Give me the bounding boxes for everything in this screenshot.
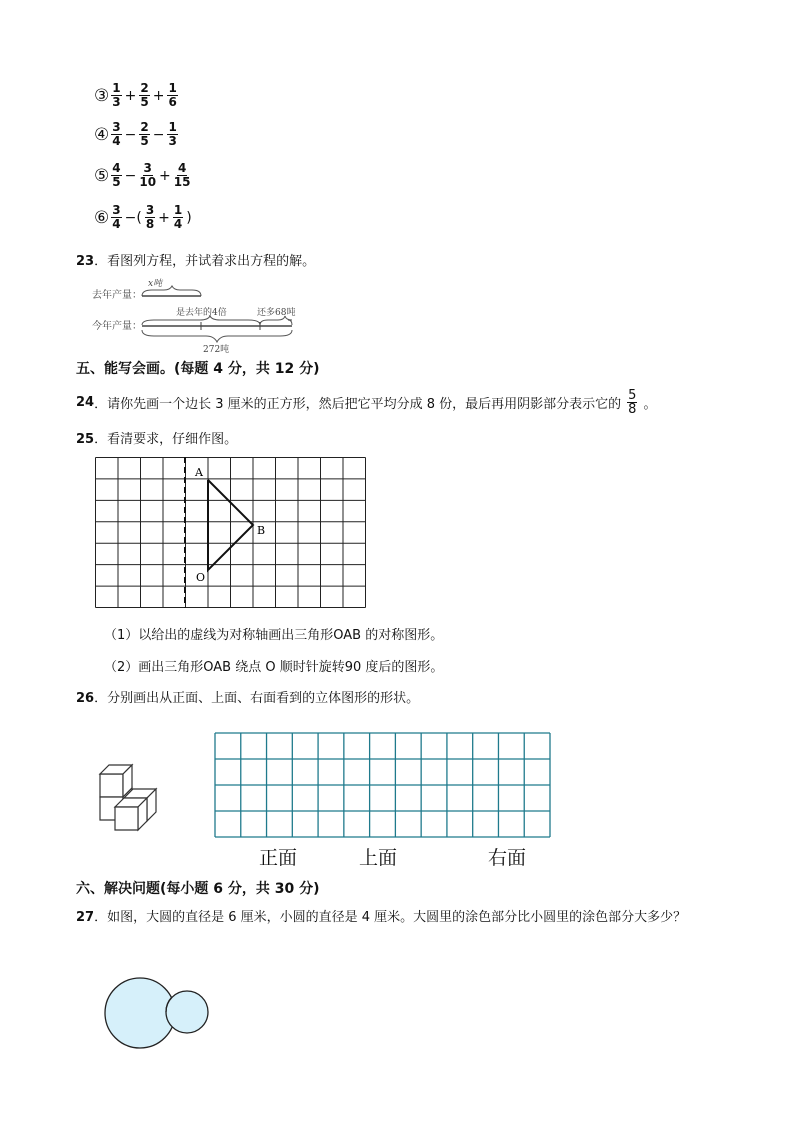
operator: − [152,126,165,143]
operator: − [124,126,137,143]
section-5-heading: 五、能写会画。(每题 4 分，共 12 分) [76,361,320,377]
item-number: ③ [94,85,110,106]
item-number: ⑤ [94,165,110,186]
point-b-label: B [257,524,266,537]
fraction: $\frac{4}{5}$ [112,161,121,189]
times-label: 是去年的4倍 [176,308,227,318]
more-label: 还多68吨 [257,308,296,318]
fraction: $\frac{2}{5}$ [140,120,149,148]
operator: −( [124,209,142,226]
q25-sub-1: （1）以给出的虚线为对称轴画出三角形OAB 的对称图形。 [104,628,444,643]
operator: − [124,167,137,184]
item-number: ④ [94,124,110,145]
operator: + [159,167,171,184]
operator: + [158,209,170,226]
fraction: $\frac{1}{3}$ [112,81,121,109]
expression-6 [94,204,194,231]
point-o-label: O [196,571,206,584]
fraction: $\frac{4}{15}$ [173,161,191,189]
last-year-label: 去年产量： [92,290,142,301]
two-circles-figure [100,975,215,1055]
question-23: 23．看图列方程，并试着求出方程的解。 [76,254,316,269]
cube-solid-figure [96,760,168,840]
line-segment-diagram [90,274,310,356]
fraction: $\frac{1}{3}$ [168,120,177,148]
fraction: $\frac{3}{10}$ [139,161,157,189]
large-circle [105,978,175,1048]
front-view-label: 正面 [259,847,298,869]
expression-4 [94,121,179,148]
q25-sub-2: （2）画出三角形OAB 绕点 O 顺时针旋转90 度后的图形。 [104,660,444,675]
fraction: $\frac{3}{4}$ [112,203,121,231]
fraction: $\frac{1}{6}$ [168,81,177,109]
item-number: ⑥ [94,207,110,228]
question-26: 26．分别画出从正面、上面、右面看到的立体图形的形状。 [76,691,420,706]
question-25: 25．看清要求，仔细作图。 [76,432,238,447]
fraction: $\frac{2}{5}$ [140,81,149,109]
x-ton-label: x吨 [148,279,163,289]
expression-5 [94,162,191,189]
fraction: $\frac{3}{8}$ [145,203,155,231]
drawing-grid[interactable] [95,457,367,609]
section-6-heading: 六、解决问题(每小题 6 分，共 30 分) [76,881,320,897]
this-year-label: 今年产量： [92,321,142,332]
view-drawing-grid[interactable] [214,732,552,838]
point-a-label: A [195,466,203,479]
expression-3 [94,82,179,109]
top-view-label: 上面 [359,847,398,869]
fraction: $\frac{1}{4}$ [173,203,183,231]
operator: + [152,87,165,104]
fraction: $\frac{3}{4}$ [112,120,121,148]
total-label: 272吨 [203,345,230,355]
operator: + [124,87,137,104]
operator: ) [186,209,192,226]
question-27: 27．如图，大圆的直径是 6 厘米，小圆的直径是 4 厘米。大圆里的涂色部分比小圆里的涂色部分大多少？ [76,910,687,925]
right-view-label: 右面 [488,847,527,869]
fraction-5-8: $\frac{5}{8}$ [628,388,637,417]
question-24: 24 ．请你先画一个边长 3 厘米的正方形，然后把它平均分成 8 份，最后再用阴影部分表示它的 $\frac{5}{8}$ 。 [76,388,657,417]
